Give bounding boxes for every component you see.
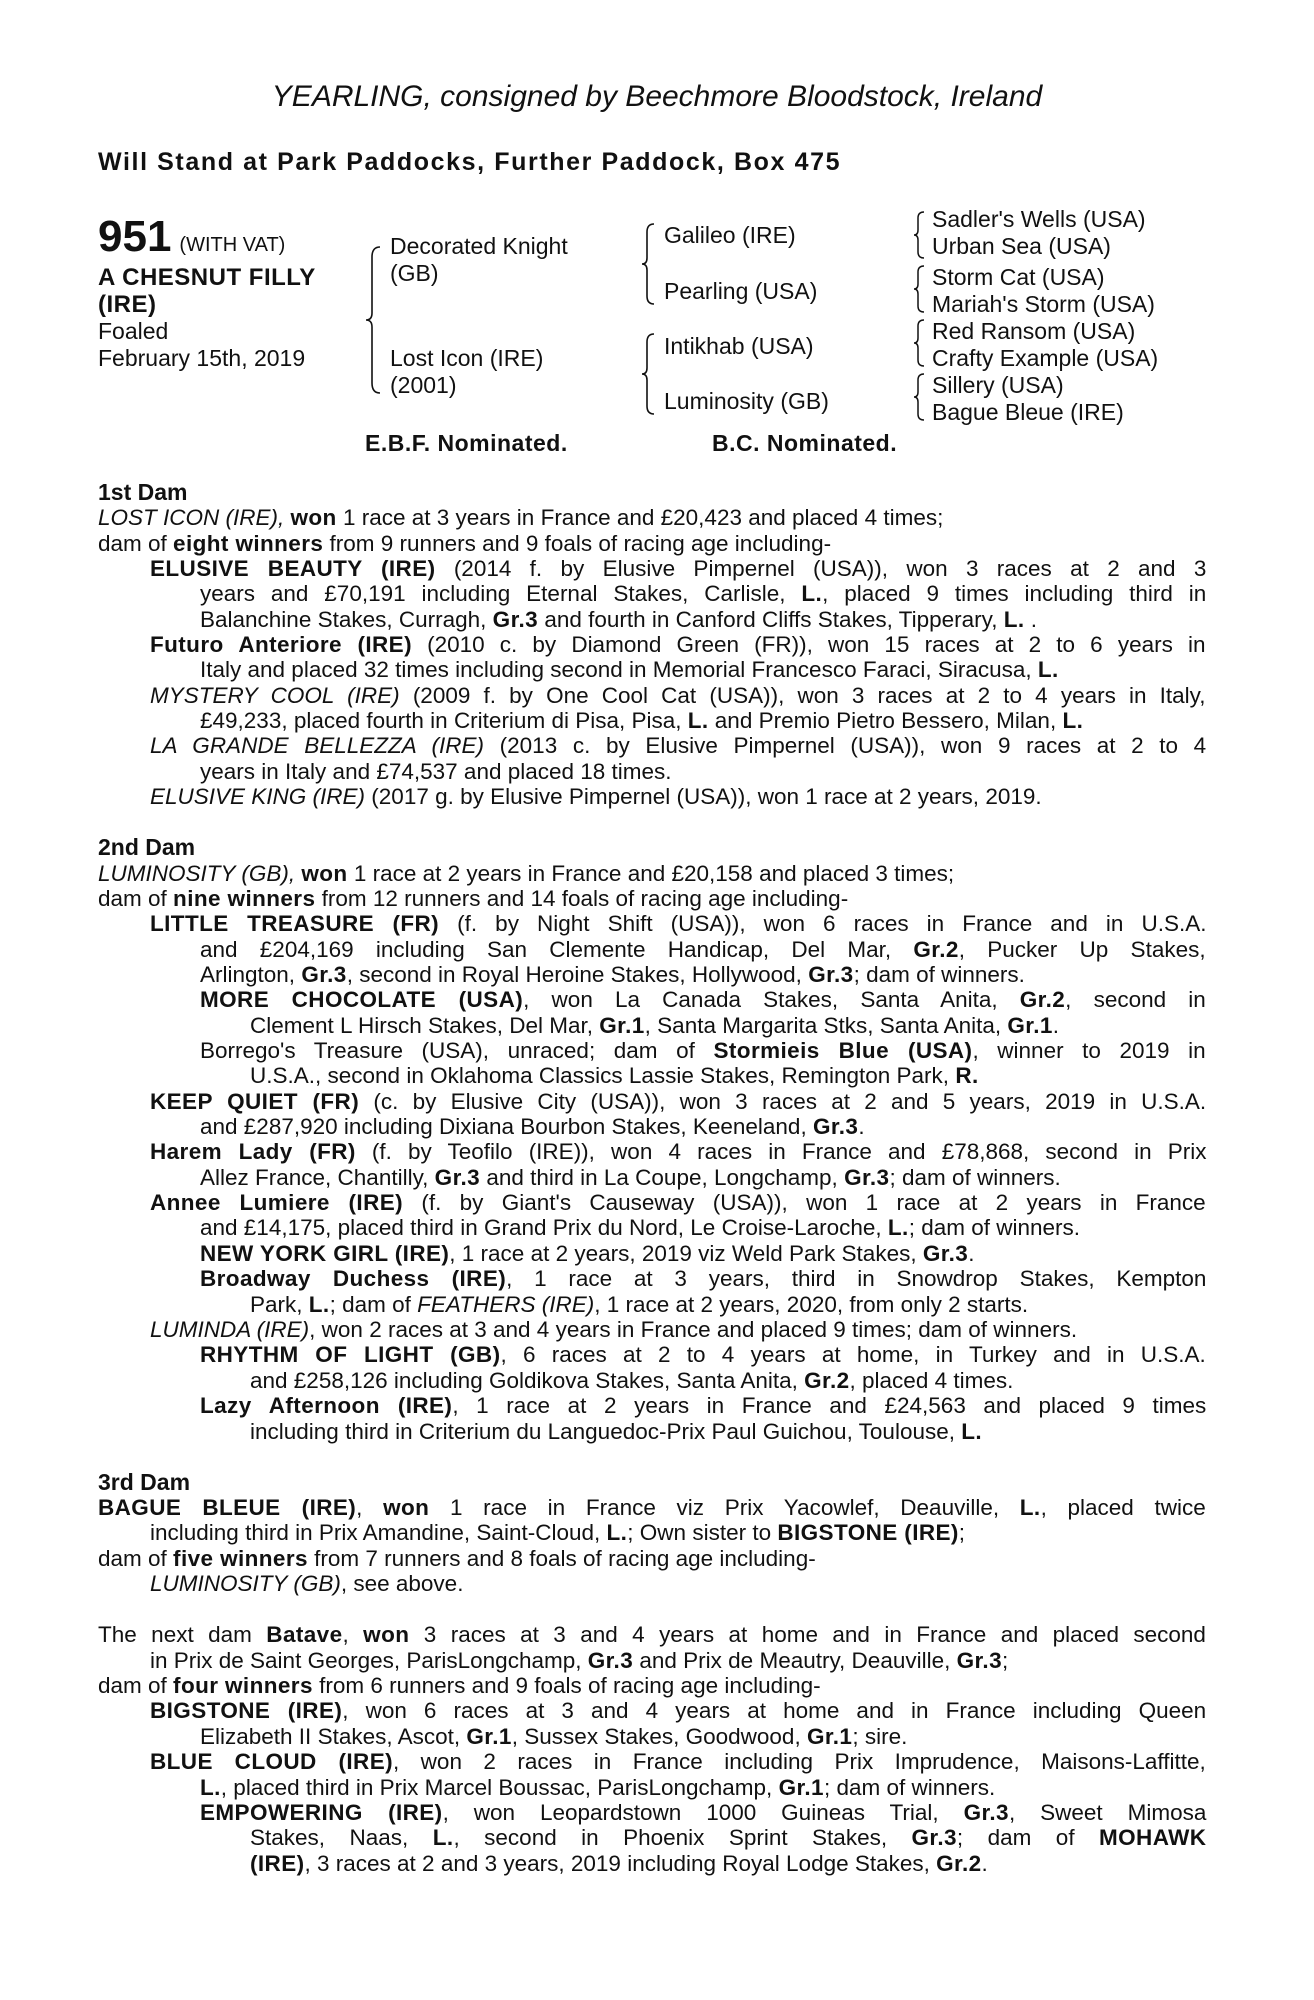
text-run: . — [1052, 1013, 1060, 1038]
text-line — [98, 1495, 1206, 1520]
dam-year: (2001) — [390, 372, 457, 398]
text-run: and Prix de Meautry, Deauville, — [633, 1648, 957, 1673]
text-run: (c. by Elusive City (USA)), won 3 races at 2 and 5 years, 2019 in U.S.A. — [359, 1089, 1207, 1114]
text-line — [200, 962, 1025, 987]
foaled-info — [98, 318, 305, 372]
text-run: BLUE CLOUD (IRE) — [150, 1749, 393, 1774]
text-line — [200, 1215, 1080, 1240]
sire-dam-brace — [364, 245, 384, 395]
brace-3c — [912, 318, 928, 368]
text-run: years in Italy and £74,537 and placed 18 times. — [200, 759, 672, 784]
text-line — [98, 886, 848, 911]
dam — [390, 345, 543, 399]
text-run: Allez France, Chantilly, — [200, 1165, 435, 1190]
text-run: MORE CHOCOLATE (USA) — [200, 987, 524, 1012]
gg-sss: Sadler's Wells (USA) — [932, 206, 1146, 232]
gg-ddd: Bague Bleue (IRE) — [932, 399, 1124, 425]
text-line — [250, 1063, 979, 1088]
text-line — [250, 1419, 982, 1444]
text-line — [200, 1114, 865, 1139]
text-run: KEEP QUIET (FR) — [150, 1089, 360, 1114]
text-run: Arlington, — [200, 962, 302, 987]
text-run: , won Leopardstown 1000 Guineas Trial, — [442, 1800, 964, 1825]
text-run: , 6 races at 2 to 4 years at home, in Turkey and in U.S.A. — [500, 1342, 1206, 1367]
text-run: U.S.A., second in Oklahoma Classics Lassie Stakes, Remington Park, — [250, 1063, 956, 1088]
text-line — [200, 1342, 1206, 1367]
text-run: , 1 race at 3 years, third in Snowdrop Stakes, Kempton — [506, 1266, 1207, 1291]
sire-country: (GB) — [390, 260, 439, 286]
text-run: Gr.1 — [466, 1724, 512, 1749]
text-line — [200, 607, 1037, 632]
text-run: NEW YORK GIRL (IRE) — [200, 1241, 450, 1266]
gg-dds: Sillery (USA) — [932, 372, 1064, 398]
text-run: Harem Lady (FR) — [150, 1139, 356, 1164]
text-run: ; — [958, 1520, 966, 1545]
text-line — [200, 759, 672, 784]
text-run: BIGSTONE (IRE) — [150, 1698, 343, 1723]
text-run: and £258,126 including Goldikova Stakes, Santa Anita, — [250, 1368, 805, 1393]
text-line — [200, 937, 1206, 962]
text-run: in Prix de Saint Georges, ParisLongchamp, — [150, 1648, 588, 1673]
text-run: (2010 c. by Diamond Green (FR)), won 15 races at 2 to 6 years in — [411, 632, 1206, 657]
text-run: Broadway Duchess (IRE) — [200, 1266, 507, 1291]
text-run: 1 race in France viz Prix Yacowlef, Deauville, — [429, 1495, 1020, 1520]
text-run: , winner to 2019 in — [972, 1038, 1206, 1063]
text-run: LA GRANDE BELLEZZA (IRE) — [150, 733, 485, 758]
text-run: , Santa Margarita Stks, Santa Anita, — [644, 1013, 1008, 1038]
text-run: ; dam of — [956, 1825, 1100, 1850]
text-run: and fourth in Canford Cliffs Stakes, Tipperary, — [538, 607, 1004, 632]
brace-3b — [912, 264, 928, 314]
text-run: , 1 race at 2 years, 2019 viz Weld Park Stakes, — [449, 1241, 923, 1266]
text-line — [150, 1648, 1008, 1673]
text-run: , 1 race at 2 years, 2020, from only 2 starts. — [594, 1292, 1029, 1317]
text-run: Borrego's Treasure (USA), unraced; dam of — [200, 1038, 714, 1063]
text-run: from 7 runners and 8 foals of racing age including- — [307, 1546, 816, 1571]
text-run: 1st Dam — [98, 479, 188, 505]
text-run: and £287,920 including Dixiana Bourbon Stakes, Keeneland, — [200, 1114, 813, 1139]
text-run: and £204,169 including San Clemente Handicap, Del Mar, — [200, 937, 914, 962]
text-run: , placed 4 times. — [849, 1368, 1014, 1393]
text-line — [150, 1190, 1206, 1215]
dam-parents-brace — [640, 332, 658, 416]
foaled-label: Foaled — [98, 318, 169, 344]
text-line — [200, 657, 1059, 682]
lot-name-line1: A CHESNUT FILLY — [98, 264, 316, 291]
stand-location: Will Stand at Park Paddocks, Further Paddock, Box 475 — [98, 148, 842, 176]
sire-name: Decorated Knight — [390, 233, 568, 259]
text-run: , see above. — [340, 1571, 464, 1596]
gg-ssd: Urban Sea (USA) — [932, 233, 1111, 259]
text-run: ELUSIVE KING (IRE) — [150, 784, 366, 809]
text-run: LUMINOSITY (GB), — [98, 861, 302, 886]
consignor-heading: YEARLING, consigned by Beechmore Bloodstock, Ireland — [271, 80, 1043, 113]
text-run: L. — [687, 708, 709, 733]
text-line — [250, 1851, 988, 1876]
section-heading — [98, 480, 187, 505]
text-run: Gr.3 — [844, 1165, 890, 1190]
text-run: won — [383, 1495, 430, 1520]
text-run: Gr.3 — [922, 1241, 969, 1266]
text-run: L. — [1037, 657, 1059, 682]
text-line — [98, 505, 943, 530]
text-run: L. — [308, 1292, 330, 1317]
text-run: eight winners — [173, 531, 324, 556]
text-line — [200, 1393, 1206, 1418]
section-heading — [98, 835, 195, 860]
dam-sire: Intikhab (USA) — [664, 333, 814, 359]
text-run: ; dam of — [329, 1292, 418, 1317]
text-line — [200, 581, 1206, 606]
text-line — [200, 1241, 975, 1266]
text-run: LITTLE TREASURE (FR) — [150, 911, 440, 936]
text-line — [98, 1546, 816, 1571]
text-run: Gr.3 — [301, 962, 347, 987]
text-run: FEATHERS (IRE) — [417, 1292, 595, 1317]
text-run: L. — [801, 581, 823, 606]
text-run: Annee Lumiere (IRE) — [150, 1190, 404, 1215]
text-run: won — [363, 1622, 410, 1647]
text-line — [250, 1013, 1059, 1038]
gg-sdd: Mariah's Storm (USA) — [932, 291, 1155, 317]
text-line — [150, 911, 1206, 936]
text-run: Gr.1 — [1007, 1013, 1053, 1038]
text-run: The next dam — [98, 1622, 267, 1647]
text-run: , won La Canada Stakes, Santa Anita, — [523, 987, 1020, 1012]
text-run: Balanchine Stakes, Curragh, — [200, 607, 493, 632]
vat-note: (WITH VAT) — [179, 234, 286, 256]
text-run: RHYTHM OF LIGHT (GB) — [200, 1342, 501, 1367]
text-line — [150, 1139, 1206, 1164]
text-run: , — [342, 1622, 364, 1647]
gg-dss: Red Ransom (USA) — [932, 318, 1136, 344]
text-run: , second in — [1065, 987, 1206, 1012]
text-run: from 12 runners and 14 foals of racing age including- — [315, 886, 849, 911]
text-run: Park, — [250, 1292, 309, 1317]
text-line — [200, 1266, 1206, 1291]
text-run: Gr.3 — [963, 1800, 1009, 1825]
text-line — [150, 1698, 1206, 1723]
text-run: Gr.2 — [936, 1851, 982, 1876]
text-run: . — [858, 1114, 865, 1139]
text-line — [150, 1520, 965, 1545]
text-run: ; dam of winners. — [853, 962, 1025, 987]
text-run: 1 race at 3 years in France and £20,423 and placed 4 times; — [336, 505, 944, 530]
text-line — [200, 1775, 995, 1800]
text-run: R. — [955, 1063, 979, 1088]
text-run: dam of — [98, 886, 174, 911]
text-run: and third in La Coupe, Longchamp, — [480, 1165, 845, 1190]
text-run: 1 race at 2 years in France and £20,158 and placed 3 times; — [347, 861, 955, 886]
text-run: L. — [1003, 607, 1025, 632]
text-run: Elizabeth II Stakes, Ascot, — [200, 1724, 467, 1749]
text-run: , Sussex Stakes, Goodwood, — [511, 1724, 807, 1749]
text-run: Gr.3 — [911, 1825, 957, 1850]
text-line — [250, 1368, 1013, 1393]
text-run: Lazy Afternoon (IRE) — [200, 1393, 453, 1418]
text-run: , won 6 races at 3 and 4 years at home and in France including Queen — [342, 1698, 1207, 1723]
text-line — [150, 784, 1042, 809]
text-line — [250, 1825, 1206, 1850]
text-line — [98, 531, 831, 556]
text-run: Gr.1 — [778, 1775, 824, 1800]
gg-sds: Storm Cat (USA) — [932, 264, 1105, 290]
text-run: , won 2 races in France including Prix Imprudence, Maisons-Laffitte, — [393, 1749, 1206, 1774]
text-line — [200, 1165, 1061, 1190]
text-run: dam of — [98, 531, 174, 556]
text-line — [200, 708, 1083, 733]
text-run: Batave — [266, 1622, 343, 1647]
text-line — [150, 1317, 1077, 1342]
text-run: (f. by Teofilo (IRE)), won 4 races in France and £78,868, second in Prix — [355, 1139, 1207, 1164]
text-run: , — [356, 1495, 384, 1520]
sire — [390, 233, 568, 287]
text-line — [250, 1292, 1028, 1317]
text-run: L. — [887, 1215, 909, 1240]
text-line — [98, 1622, 1206, 1647]
text-run: Clement L Hirsch Stakes, Del Mar, — [250, 1013, 600, 1038]
text-run: Gr.1 — [806, 1724, 853, 1749]
text-run: . — [1024, 607, 1038, 632]
text-run: , Pucker Up Stakes, — [958, 937, 1206, 962]
text-run: , placed twice — [1040, 1495, 1206, 1520]
text-run: (2009 f. by One Cool Cat (USA)), won 3 races at 2 to 4 years in Italy, — [399, 683, 1206, 708]
text-line — [98, 861, 954, 886]
lot-header — [98, 212, 285, 262]
text-run: won — [290, 505, 337, 530]
text-line — [200, 1038, 1206, 1063]
text-run: L. — [432, 1825, 454, 1850]
text-run: (f. by Giant's Causeway (USA)), won 1 race at 2 years in France — [403, 1190, 1206, 1215]
text-run: LUMINDA (IRE) — [150, 1317, 310, 1342]
text-line — [150, 1089, 1206, 1114]
text-run: Gr.1 — [599, 1013, 645, 1038]
text-line — [150, 683, 1206, 708]
foaled-date: February 15th, 2019 — [98, 345, 306, 371]
text-run: , 1 race at 2 years in France and £24,563 and placed 9 times — [452, 1393, 1207, 1418]
text-run: dam of — [98, 1673, 174, 1698]
lot-name-line2: (IRE) — [98, 291, 157, 318]
text-run: 3 races at 3 and 4 years at home and in France and placed second — [409, 1622, 1206, 1647]
text-line — [150, 632, 1206, 657]
text-run: MOHAWK — [1099, 1825, 1207, 1850]
text-line — [150, 1571, 463, 1596]
bc-nomination: B.C. Nominated. — [712, 430, 898, 456]
sire-sire: Galileo (IRE) — [664, 222, 796, 248]
lot-number: 951 — [98, 212, 172, 261]
text-run: , Sweet Mimosa — [1008, 1800, 1207, 1825]
text-line — [200, 1800, 1206, 1825]
text-run: Italy and placed 32 times including second in Memorial Francesco Faraci, Siracusa, — [200, 657, 1038, 682]
text-run: five winners — [173, 1546, 308, 1571]
text-line — [150, 1749, 1206, 1774]
dam-dam: Luminosity (GB) — [664, 388, 829, 414]
text-run: from 6 runners and 9 foals of racing age including- — [312, 1673, 821, 1698]
dam-name: Lost Icon (IRE) — [390, 345, 544, 371]
text-run: Gr.3 — [808, 962, 854, 987]
text-run: Stormieis Blue (USA) — [713, 1038, 973, 1063]
text-run: (2017 g. by Elusive Pimpernel (USA)), won 1 race at 2 years, 2019. — [365, 784, 1042, 809]
brace-3a — [912, 210, 928, 260]
text-run: four winners — [173, 1673, 313, 1698]
text-run: Gr.3 — [812, 1114, 859, 1139]
text-run: , won 2 races at 3 and 4 years in France and placed 9 times; dam of winners. — [309, 1317, 1078, 1342]
text-run: ; dam of winners. — [889, 1165, 1061, 1190]
text-run: , second in Phoenix Sprint Stakes, — [453, 1825, 912, 1850]
text-run: including third in Prix Amandine, Saint-Cloud, — [150, 1520, 607, 1545]
sire-dam: Pearling (USA) — [664, 278, 818, 304]
text-run: (f. by Night Shift (USA)), won 6 races in France and in U.S.A. — [439, 911, 1207, 936]
text-run: L. — [606, 1520, 628, 1545]
text-run: . — [981, 1851, 988, 1876]
text-run: (2014 f. by Elusive Pimpernel (USA)), won 3 races at 2 and 3 — [435, 556, 1207, 581]
text-run: ; dam of winners. — [823, 1775, 996, 1800]
text-run: , 3 races at 2 and 3 years, 2019 including Royal Lodge Stakes, — [304, 1851, 937, 1876]
text-run: L. — [1019, 1495, 1041, 1520]
text-run: 2nd Dam — [98, 834, 196, 860]
text-run: Gr.2 — [1019, 987, 1066, 1012]
text-run: , second in Royal Heroine Stakes, Hollywood, — [346, 962, 809, 987]
text-run: Stakes, Naas, — [250, 1825, 433, 1850]
text-run: Futuro Anteriore (IRE) — [150, 632, 412, 657]
text-line — [200, 1724, 907, 1749]
text-run: Gr.2 — [913, 937, 959, 962]
text-run: Gr.2 — [804, 1368, 850, 1393]
brace-3d — [912, 372, 928, 422]
text-run: LOST ICON (IRE), — [98, 505, 291, 530]
text-run: and £14,175, placed third in Grand Prix du Nord, Le Croise-Laroche, — [200, 1215, 888, 1240]
text-run: ELUSIVE BEAUTY (IRE) — [150, 556, 436, 581]
text-line — [150, 556, 1206, 581]
text-run: won — [301, 861, 348, 886]
text-run: years and £70,191 including Eternal Stakes, Carlisle, — [200, 581, 802, 606]
text-run: BAGUE BLEUE (IRE) — [98, 1495, 357, 1520]
text-run: ; — [1002, 1648, 1009, 1673]
text-run: , placed 9 times including third in — [822, 581, 1207, 606]
text-run: (IRE) — [250, 1851, 305, 1876]
text-run: (2013 c. by Elusive Pimpernel (USA)), won 9 races at 2 to 4 — [484, 733, 1207, 758]
text-run: dam of — [98, 1546, 174, 1571]
text-run: EMPOWERING (IRE) — [200, 1800, 443, 1825]
text-line — [200, 987, 1206, 1012]
text-run: , placed third in Prix Marcel Boussac, ParisLongchamp, — [220, 1775, 779, 1800]
text-run: from 9 runners and 9 foals of racing age including- — [323, 531, 832, 556]
text-run: ; dam of winners. — [908, 1215, 1081, 1240]
gg-dsd: Crafty Example (USA) — [932, 345, 1159, 371]
text-run: MYSTERY COOL (IRE) — [150, 683, 400, 708]
text-run: ; Own sister to — [627, 1520, 778, 1545]
text-run: and Premio Pietro Bessero, Milan, — [708, 708, 1063, 733]
text-run: ; sire. — [852, 1724, 908, 1749]
text-run: Gr.3 — [956, 1648, 1002, 1673]
text-run: including third in Criterium du Languedoc-Prix Paul Guichou, Toulouse, — [250, 1419, 962, 1444]
text-run: £49,233, placed fourth in Criterium di Pisa, Pisa, — [200, 708, 688, 733]
text-run: LUMINOSITY (GB) — [150, 1571, 341, 1596]
text-run: nine winners — [173, 886, 316, 911]
text-run: . — [968, 1241, 975, 1266]
text-run: L. — [1062, 708, 1084, 733]
text-run: Gr.3 — [587, 1648, 634, 1673]
text-run: BIGSTONE (IRE) — [777, 1520, 959, 1545]
section-heading — [98, 1470, 190, 1495]
text-run: L. — [961, 1419, 983, 1444]
sire-parents-brace — [640, 222, 658, 306]
text-line — [150, 733, 1206, 758]
text-run: Gr.3 — [434, 1165, 481, 1190]
ebf-nomination: E.B.F. Nominated. — [365, 430, 568, 456]
text-run: L. — [200, 1775, 221, 1800]
text-line — [98, 1673, 821, 1698]
text-run: 3rd Dam — [98, 1469, 191, 1495]
text-run: Gr.3 — [492, 607, 539, 632]
lot-description — [98, 264, 358, 318]
